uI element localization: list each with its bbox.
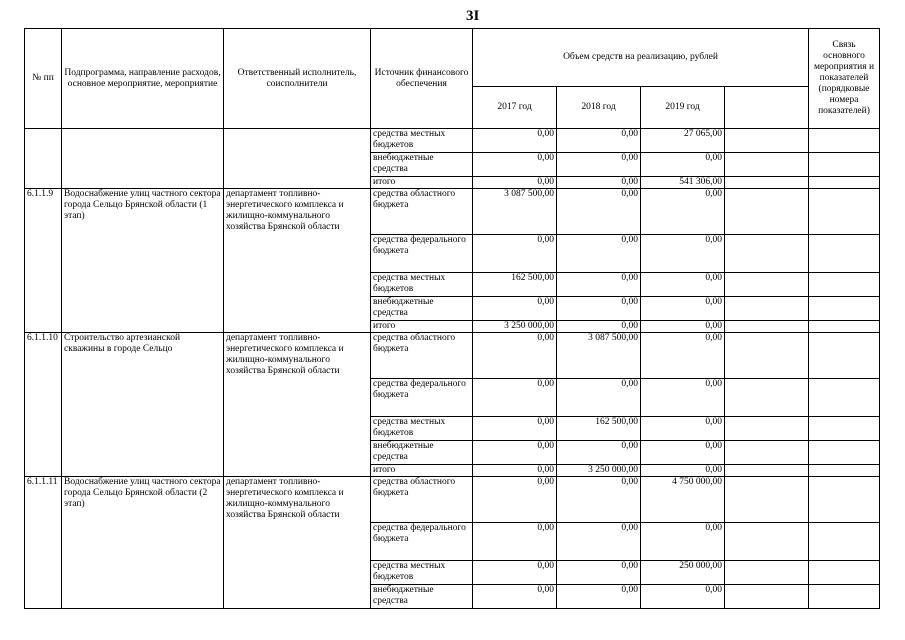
value-2019-cell: 27 065,00: [641, 129, 725, 153]
blank-cell: [725, 465, 809, 477]
table-body: [25, 129, 880, 609]
value-2017-cell: 0,00: [473, 153, 557, 177]
source-cell: внебюджетные средства: [371, 153, 473, 177]
value-2018-cell: 0,00: [557, 129, 641, 153]
link-cell: [809, 333, 880, 379]
link-cell: [809, 273, 880, 297]
program-cell: [62, 129, 224, 189]
source-cell: средства областного бюджета: [371, 477, 473, 523]
header-link: Связь основного мероприятия и показателей (порядковые номера показателей): [809, 29, 880, 129]
value-2017-cell: 162 500,00: [473, 273, 557, 297]
link-cell: [809, 235, 880, 273]
source-cell: средства местных бюджетов: [371, 129, 473, 153]
value-2018-cell: 0,00: [557, 321, 641, 333]
value-2018-cell: 0,00: [557, 585, 641, 609]
value-2018-cell: 0,00: [557, 273, 641, 297]
value-2019-cell: 0,00: [641, 153, 725, 177]
value-2018-cell: 0,00: [557, 297, 641, 321]
header-year-blank: [725, 87, 809, 129]
table-row: [25, 129, 880, 153]
value-2019-cell: 0,00: [641, 523, 725, 561]
link-cell: [809, 297, 880, 321]
value-2018-cell: 0,00: [557, 153, 641, 177]
blank-cell: [725, 523, 809, 561]
item-executor: департамент топливно-энергетического комплекса и жилищно-коммунального хозяйства Брянской области: [224, 333, 371, 477]
value-2019-cell: 0,00: [641, 585, 725, 609]
header-executor: Ответственный исполнитель, соисполнители: [224, 29, 371, 129]
value-2017-cell: 0,00: [473, 379, 557, 417]
value-2017-cell: 0,00: [473, 561, 557, 585]
item-number: 6.1.1.9: [25, 189, 62, 333]
value-2017-cell: 3 087 500,00: [473, 189, 557, 235]
value-2017-cell: 3 250 000,00: [473, 321, 557, 333]
page-number: 3I: [466, 8, 480, 24]
blank-cell: [725, 177, 809, 189]
link-cell: [809, 585, 880, 609]
item-executor: департамент топливно-энергетического комплекса и жилищно-коммунального хозяйства Брянской области: [224, 477, 371, 609]
value-2019-cell: 0,00: [641, 297, 725, 321]
blank-cell: [725, 235, 809, 273]
link-cell: [809, 465, 880, 477]
table-row: [25, 477, 880, 523]
table-row: [25, 189, 880, 235]
header-num: № пп: [25, 29, 62, 129]
value-2018-cell: 3 250 000,00: [557, 465, 641, 477]
blank-cell: [725, 561, 809, 585]
source-cell: средства федерального бюджета: [371, 235, 473, 273]
value-2018-cell: 0,00: [557, 441, 641, 465]
link-cell: [809, 477, 880, 523]
blank-cell: [725, 189, 809, 235]
value-2017-cell: 0,00: [473, 297, 557, 321]
blank-cell: [725, 273, 809, 297]
source-cell: средства местных бюджетов: [371, 273, 473, 297]
source-cell: средства областного бюджета: [371, 189, 473, 235]
link-cell: [809, 417, 880, 441]
source-cell: средства федерального бюджета: [371, 523, 473, 561]
value-2017-cell: 0,00: [473, 477, 557, 523]
value-2017-cell: 0,00: [473, 523, 557, 561]
value-2019-cell: 0,00: [641, 441, 725, 465]
source-cell: средства местных бюджетов: [371, 561, 473, 585]
value-2017-cell: 0,00: [473, 333, 557, 379]
value-2017-cell: 0,00: [473, 177, 557, 189]
header-volume: Объем средств на реализацию, рублей: [473, 29, 809, 87]
blank-cell: [725, 321, 809, 333]
value-2018-cell: 0,00: [557, 561, 641, 585]
num-cell: [25, 129, 62, 189]
value-2018-cell: 0,00: [557, 177, 641, 189]
item-name: Строительство артезианской скважины в городе Сельцо: [62, 333, 224, 477]
value-2018-cell: 0,00: [557, 379, 641, 417]
value-2019-cell: 4 750 000,00: [641, 477, 725, 523]
value-2017-cell: 0,00: [473, 235, 557, 273]
link-cell: [809, 441, 880, 465]
item-name: Водоснабжение улиц частного сектора города Сельцо Брянской области (2 этап): [62, 477, 224, 609]
source-cell: итого: [371, 465, 473, 477]
value-2017-cell: 0,00: [473, 129, 557, 153]
value-2018-cell: 0,00: [557, 477, 641, 523]
item-number: 6.1.1.11: [25, 477, 62, 609]
value-2017-cell: 0,00: [473, 465, 557, 477]
item-number: 6.1.1.10: [25, 333, 62, 477]
blank-cell: [725, 477, 809, 523]
source-cell: средства местных бюджетов: [371, 417, 473, 441]
value-2019-cell: 0,00: [641, 333, 725, 379]
blank-cell: [725, 441, 809, 465]
value-2018-cell: 0,00: [557, 235, 641, 273]
link-cell: [809, 189, 880, 235]
table-row: [25, 333, 880, 379]
source-cell: средства федерального бюджета: [371, 379, 473, 417]
header-source: Источник финансового обеспечения: [371, 29, 473, 129]
item-executor: департамент топливно-энергетического комплекса и жилищно-коммунального хозяйства Брянской области: [224, 189, 371, 333]
value-2017-cell: 0,00: [473, 585, 557, 609]
link-cell: [809, 153, 880, 177]
value-2017-cell: 0,00: [473, 441, 557, 465]
executor-cell: [224, 129, 371, 189]
link-cell: [809, 129, 880, 153]
blank-cell: [725, 129, 809, 153]
value-2018-cell: 162 500,00: [557, 417, 641, 441]
item-name: Водоснабжение улиц частного сектора города Сельцо Брянской области (1 этап): [62, 189, 224, 333]
header-year: 2017 год: [473, 87, 557, 129]
link-cell: [809, 177, 880, 189]
source-cell: внебюджетные средства: [371, 441, 473, 465]
source-cell: внебюджетные средства: [371, 297, 473, 321]
value-2019-cell: 0,00: [641, 321, 725, 333]
header-year: 2018 год: [557, 87, 641, 129]
blank-cell: [725, 333, 809, 379]
header-year: 2019 год: [641, 87, 725, 129]
value-2019-cell: 0,00: [641, 465, 725, 477]
link-cell: [809, 523, 880, 561]
link-cell: [809, 321, 880, 333]
blank-cell: [725, 585, 809, 609]
value-2019-cell: 541 306,00: [641, 177, 725, 189]
value-2019-cell: 0,00: [641, 273, 725, 297]
source-cell: итого: [371, 177, 473, 189]
value-2019-cell: 250 000,00: [641, 561, 725, 585]
link-cell: [809, 379, 880, 417]
source-cell: внебюджетные средства: [371, 585, 473, 609]
value-2019-cell: 0,00: [641, 189, 725, 235]
source-cell: средства областного бюджета: [371, 333, 473, 379]
value-2019-cell: 0,00: [641, 235, 725, 273]
source-cell: итого: [371, 321, 473, 333]
blank-cell: [725, 417, 809, 441]
value-2018-cell: 0,00: [557, 189, 641, 235]
link-cell: [809, 561, 880, 585]
blank-cell: [725, 153, 809, 177]
blank-cell: [725, 379, 809, 417]
value-2018-cell: 3 087 500,00: [557, 333, 641, 379]
value-2019-cell: 0,00: [641, 417, 725, 441]
blank-cell: [725, 297, 809, 321]
funding-table: [24, 28, 880, 609]
header-program: Подпрограмма, направление расходов, основное мероприятие, мероприятие: [62, 29, 224, 129]
value-2017-cell: 0,00: [473, 417, 557, 441]
value-2018-cell: 0,00: [557, 523, 641, 561]
value-2019-cell: 0,00: [641, 379, 725, 417]
